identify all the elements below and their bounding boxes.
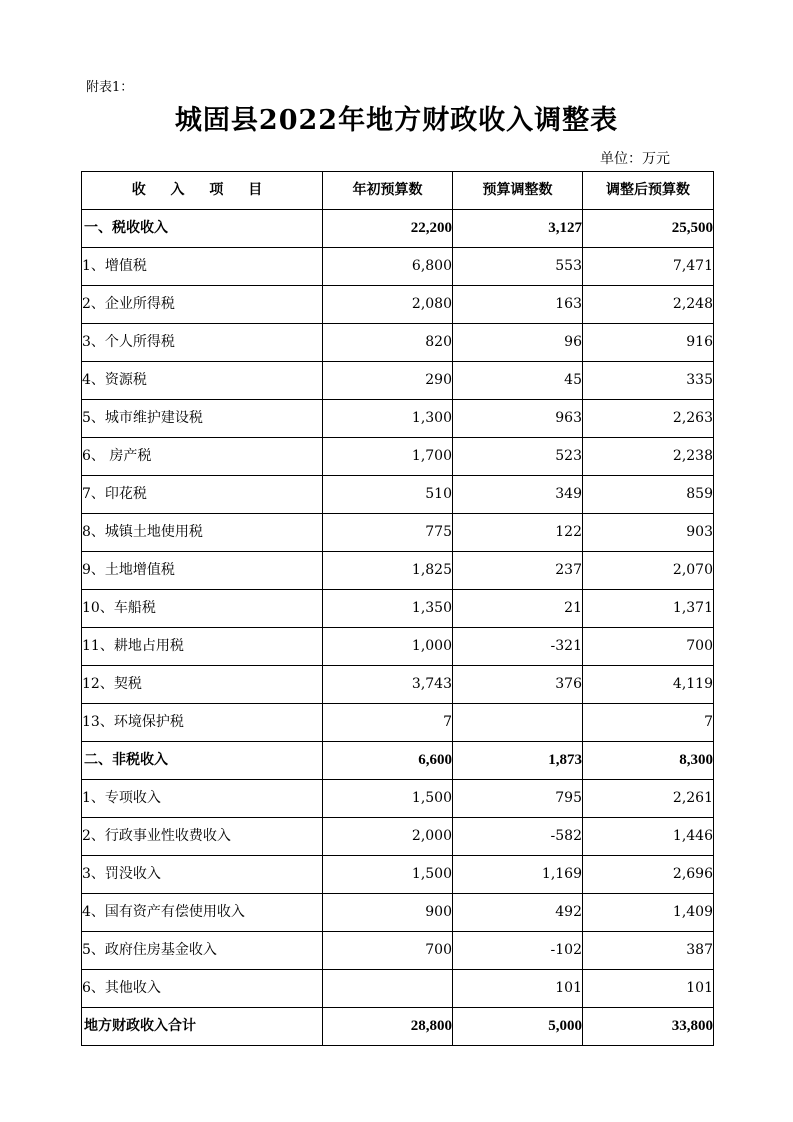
annex-label: 附表1：	[86, 80, 134, 95]
row-item-name: 10、车船税	[82, 590, 323, 628]
row-initial-value	[323, 970, 453, 1008]
row-item-name: 5、政府住房基金收入	[82, 932, 323, 970]
table-row	[82, 286, 714, 324]
row-initial-value: 1,500	[323, 780, 453, 818]
row-item-name: 一、税收收入	[82, 210, 323, 248]
table-row	[82, 400, 714, 438]
row-item-name: 3、罚没收入	[82, 856, 323, 894]
row-item-name: 4、资源税	[82, 362, 323, 400]
table-row	[82, 970, 714, 1008]
row-initial-value: 1,500	[323, 856, 453, 894]
row-adjustment-value: 96	[453, 324, 583, 362]
table-row	[82, 476, 714, 514]
row-adjustment-value: 122	[453, 514, 583, 552]
row-adjustment-value: 553	[453, 248, 583, 286]
total-label: 地方财政收入合计	[82, 1008, 323, 1046]
row-adjustment-value: 963	[453, 400, 583, 438]
row-adjustment-value: 1,873	[453, 742, 583, 780]
row-item-name: 5、城市维护建设税	[82, 400, 323, 438]
row-initial-value: 1,825	[323, 552, 453, 590]
row-initial-value: 700	[323, 932, 453, 970]
table-row	[82, 780, 714, 818]
table-row	[82, 856, 714, 894]
row-adjusted-value: 387	[583, 932, 714, 970]
total-initial: 28,800	[323, 1008, 453, 1046]
row-adjustment-value: 163	[453, 286, 583, 324]
row-initial-value: 1,000	[323, 628, 453, 666]
row-initial-value: 1,300	[323, 400, 453, 438]
total-row	[82, 1008, 714, 1046]
row-item-name: 2、企业所得税	[82, 286, 323, 324]
header-adjusted: 调整后预算数	[583, 172, 714, 210]
row-item-name: 8、城镇土地使用税	[82, 514, 323, 552]
row-adjusted-value: 101	[583, 970, 714, 1008]
row-adjustment-value: 45	[453, 362, 583, 400]
page-title: 城固县2022年地方财政收入调整表	[174, 105, 619, 136]
row-adjustment-value: 237	[453, 552, 583, 590]
total-adjustment: 5,000	[453, 1008, 583, 1046]
row-initial-value: 2,000	[323, 818, 453, 856]
row-initial-value: 1,350	[323, 590, 453, 628]
table-row	[82, 324, 714, 362]
row-adjusted-value: 4,119	[583, 666, 714, 704]
row-adjustment-value: 376	[453, 666, 583, 704]
row-adjusted-value: 903	[583, 514, 714, 552]
row-adjusted-value: 1,409	[583, 894, 714, 932]
category-row	[82, 210, 714, 248]
row-initial-value: 290	[323, 362, 453, 400]
row-adjustment-value: 3,127	[453, 210, 583, 248]
row-adjusted-value: 2,263	[583, 400, 714, 438]
row-initial-value: 3,743	[323, 666, 453, 704]
row-item-name: 1、增值税	[82, 248, 323, 286]
total-adjusted: 33,800	[583, 1008, 714, 1046]
row-adjustment-value: -582	[453, 818, 583, 856]
table-row	[82, 628, 714, 666]
row-initial-value: 1,700	[323, 438, 453, 476]
row-initial-value: 7	[323, 704, 453, 742]
row-adjustment-value: 101	[453, 970, 583, 1008]
row-adjusted-value: 1,446	[583, 818, 714, 856]
table-row	[82, 818, 714, 856]
row-adjusted-value: 859	[583, 476, 714, 514]
header-item: 收 入 项 目	[82, 172, 323, 210]
row-item-name: 12、契税	[82, 666, 323, 704]
row-item-name: 7、印花税	[82, 476, 323, 514]
header-initial: 年初预算数	[323, 172, 453, 210]
table-row	[82, 552, 714, 590]
row-adjusted-value: 2,248	[583, 286, 714, 324]
row-item-name: 11、耕地占用税	[82, 628, 323, 666]
row-adjustment-value	[453, 704, 583, 742]
row-initial-value: 2,080	[323, 286, 453, 324]
category-row	[82, 742, 714, 780]
row-adjusted-value: 25,500	[583, 210, 714, 248]
row-item-name: 3、个人所得税	[82, 324, 323, 362]
table-row	[82, 932, 714, 970]
row-item-name: 9、土地增值税	[82, 552, 323, 590]
row-adjusted-value: 1,371	[583, 590, 714, 628]
row-adjustment-value: 349	[453, 476, 583, 514]
row-adjusted-value: 700	[583, 628, 714, 666]
row-adjusted-value: 2,696	[583, 856, 714, 894]
row-item-name: 4、国有资产有偿使用收入	[82, 894, 323, 932]
row-initial-value: 510	[323, 476, 453, 514]
row-adjustment-value: 1,169	[453, 856, 583, 894]
table-row	[82, 362, 714, 400]
row-adjustment-value: 523	[453, 438, 583, 476]
header-adjustment: 预算调整数	[453, 172, 583, 210]
table-body	[82, 210, 714, 1008]
row-adjusted-value: 2,261	[583, 780, 714, 818]
table-row	[82, 590, 714, 628]
revenue-table	[81, 171, 714, 1046]
row-initial-value: 6,800	[323, 248, 453, 286]
row-item-name: 6、 房产税	[82, 438, 323, 476]
table-row	[82, 894, 714, 932]
row-item-name: 6、其他收入	[82, 970, 323, 1008]
row-item-name: 二、非税收入	[82, 742, 323, 780]
row-adjusted-value: 8,300	[583, 742, 714, 780]
row-initial-value: 22,200	[323, 210, 453, 248]
row-item-name: 2、行政事业性收费收入	[82, 818, 323, 856]
row-item-name: 13、环境保护税	[82, 704, 323, 742]
row-adjusted-value: 2,070	[583, 552, 714, 590]
table-row	[82, 438, 714, 476]
row-initial-value: 775	[323, 514, 453, 552]
table-row	[82, 704, 714, 742]
table-row	[82, 514, 714, 552]
row-item-name: 1、专项收入	[82, 780, 323, 818]
row-initial-value: 900	[323, 894, 453, 932]
row-adjustment-value: 21	[453, 590, 583, 628]
unit-label: 单位：万元	[600, 151, 670, 167]
row-adjusted-value: 2,238	[583, 438, 714, 476]
row-adjustment-value: 492	[453, 894, 583, 932]
table-row	[82, 248, 714, 286]
row-adjusted-value: 916	[583, 324, 714, 362]
row-adjusted-value: 335	[583, 362, 714, 400]
row-adjustment-value: -102	[453, 932, 583, 970]
row-adjustment-value: -321	[453, 628, 583, 666]
table-header-row	[82, 172, 714, 210]
row-adjustment-value: 795	[453, 780, 583, 818]
row-initial-value: 820	[323, 324, 453, 362]
row-adjusted-value: 7,471	[583, 248, 714, 286]
table-row	[82, 666, 714, 704]
row-adjusted-value: 7	[583, 704, 714, 742]
row-initial-value: 6,600	[323, 742, 453, 780]
